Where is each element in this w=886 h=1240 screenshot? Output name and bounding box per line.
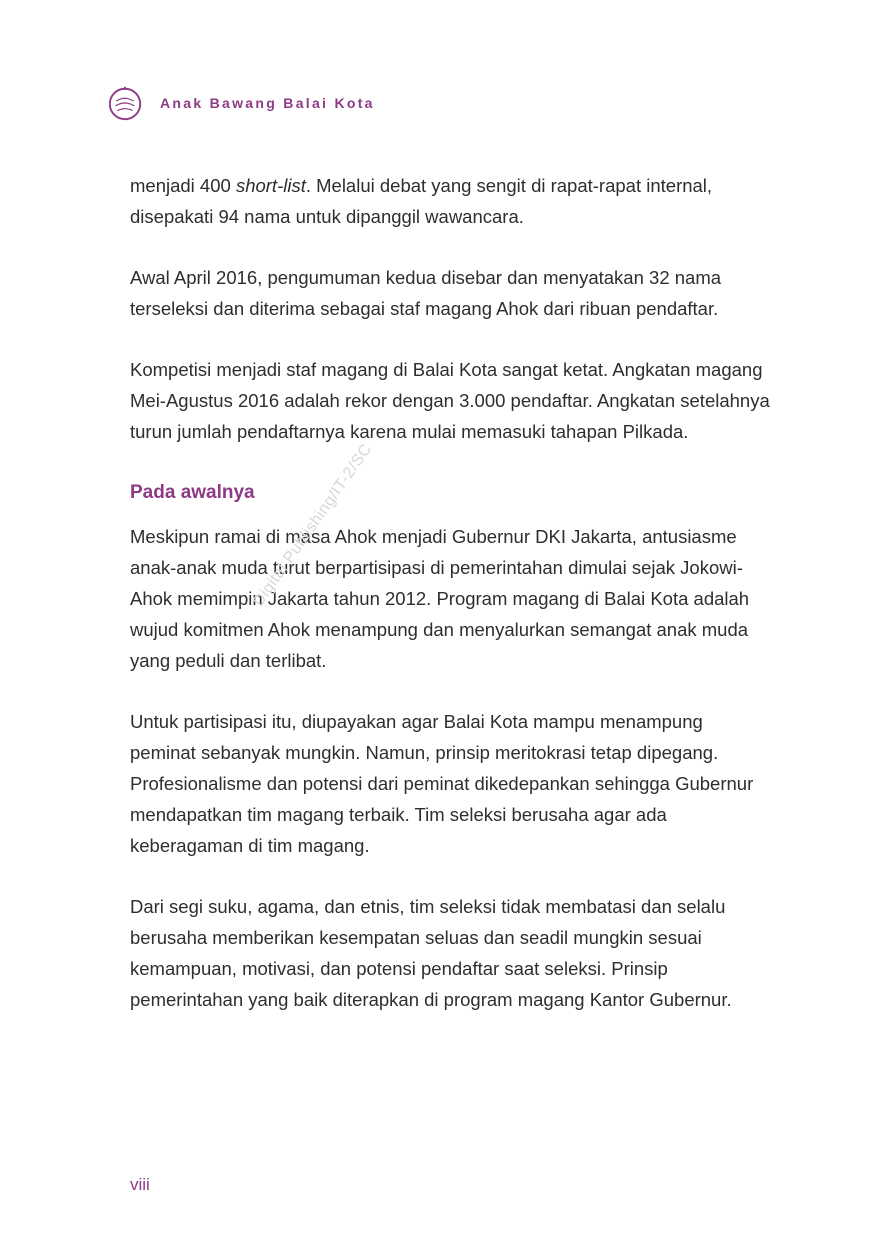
running-header [106, 84, 375, 122]
paragraph: Awal April 2016, pengumuman kedua disebar dan menyatakan 32 nama terseleksi dan diterima sebagai staf magang Ahok dari ribuan pendaftar. [130, 267, 722, 319]
book-title: Anak Bawang Balai Kota [160, 95, 375, 111]
page-number: viii [130, 1175, 150, 1194]
paragraph: Dari segi suku, agama, dan etnis, tim seleksi tidak membatasi dan selalu berusaha memberikan kesempatan seluas dan seadil mungkin sesuai kemampuan, motivasi, dan potensi pendaftar saat seleksi. Prinsip pemerintahan yang baik diterapkan di program magang Kantor Gubernur. [130, 896, 732, 1010]
paragraph: menjadi 400 short-list. Melalui debat yang sengit di rapat-rapat internal, disepakati 94 nama untuk dipanggil wawancara. [130, 175, 713, 227]
watermark: Digital Publishing/IT-2/SC [250, 440, 376, 610]
italic-term: short-list [235, 175, 306, 196]
page-body [130, 170, 770, 1045]
paragraph: Meskipun ramai di masa Ahok menjadi Gubernur DKI Jakarta, antusiasme anak-anak muda turut berpartisipasi di pemerintahan dimulai sejak Jokowi-Ahok memimpin Jakarta tahun 2012. Program magang di Balai Kota adalah wujud komitmen Ahok menampung dan menyalurkan semangat anak muda yang peduli dan terlibat. [130, 526, 750, 671]
book-logo-icon [106, 84, 144, 122]
paragraph: Untuk partisipasi itu, diupayakan agar Balai Kota mampu menampung peminat sebanyak mungkin. Namun, prinsip meritokrasi tetap dipegang. Profesionalisme dan potensi dari peminat dikedepankan sehingga Gubernur mendapatkan tim magang terbaik. Tim seleksi berusaha agar ada keberagaman di tim magang. [130, 711, 754, 856]
section-heading: Pada awalnya [130, 482, 255, 503]
paragraph: Kompetisi menjadi staf magang di Balai Kota sangat ketat. Angkatan magang Mei-Agustus 2016 adalah rekor dengan 3.000 pendaftar. Angkatan setelahnya turun jumlah pendaftarnya karena mulai memasuki tahapan Pilkada. [130, 359, 770, 442]
